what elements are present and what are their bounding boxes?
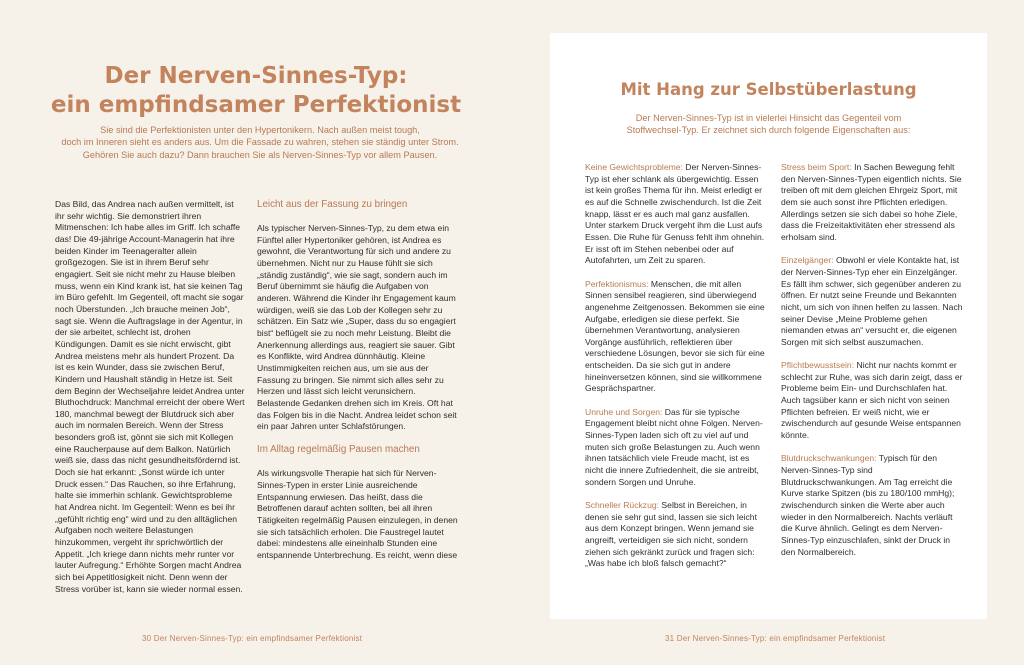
body-paragraph: Als typischer Nerven-Sinnes-Typ, zu dem etwa ein Fünftel aller Hypertoniker gehören, ist Andrea es gewohnt, die Verantwortung für sich und andere zu übernehmen. Nicht nur zu Hause fühlt sie sich „ständig zuständig“, wie sie sagt, sondern auch im Beruf übernimmt sie häufig die Aufgaben von anderen. Während die Kinder ihr Engagement kaum würdigen, weiß sie das Lob der Kollegen sehr zu schätzen. Ein Satz wie „Super, dass du so engagiert bist“ beflügelt sie zu noch mehr Leistung. Bleibt die Anerkennung allerdings aus, reagiert sie sauer. Gibt es Konflikte, wird Andrea dünnhäutig. Kleine Unstimmigkeiten reichen aus, um sie aus der Fassung zu bringen. Sie nimmt sich alles sehr zu Herzen und lässt sich leicht verunsichern. Belastende Gedanken drehen sich im Kreis. Oft hat das Folgen bis in die Nacht. Andrea leidet schon seit ein paar Jahren unter Schlafstörungen. [257, 223, 457, 432]
item-heading: Pflichtbewusstsein: [781, 360, 855, 371]
right-page [512, 0, 1024, 665]
intro-line: Stoffwechsel-Typ. Er zeichnet sich durch folgende Eigenschaften aus: [626, 125, 911, 136]
item-text: Obwohl er viele Kontakte hat, ist der Nerven-Sinnes-Typ eher ein Einzelgänger. Es fällt ihm schwer, sich gegenüber anderen zu öffnen. Er nutzt seine Freunde und Bekannten nicht, um sich von ihnen helfen zu lassen. Nach seiner Devise „Meine Probleme gehen niemanden etwas an“ versucht er, die eigenen Sorgen mit sich selbst auszumachen. [781, 255, 963, 347]
item-text: Selbst in Bereichen, in denen sie sehr gut sind, lassen sie sich leicht aus dem Konzept bringen. Wenn jemand sie angreift, verteidigen sie sich nicht, sondern ziehen sich gekränkt zurück und fragen sich: „Was habe ich bloß falsch gemacht?“ [585, 499, 757, 569]
list-item [585, 162, 767, 267]
left-column-1 [55, 199, 245, 607]
item-text: Menschen, die mit allen Sinnen sensibel reagieren, sind überwiegend angenehme Zeitgenossen. Bekommen sie eine Aufgabe, erledigen sie diese perfekt. Sie übernehmen Verantwortung, analysieren Vorgänge ausführlich, reflektieren über verschiedene Lösungen, bevor sie sich für eine entscheiden. Da sie sich gut in andere hineinversetzen können, sind sie willkommene Gesprächspartner. [585, 278, 765, 394]
item-text: Nicht nur nachts kommt er schlecht zur Ruhe, was sich darin zeigt, dass er Probleme beim Ein- und Durchschlafen hat. Auch tagsüber kann er sich nicht von seinen Pflichten befreien. Er weiß nicht, wie er zwischendurch auf gesunde Weise entspannen könnte. [781, 360, 963, 441]
item-heading: Schneller Rückzug: [585, 499, 660, 510]
box-intro [570, 112, 967, 137]
right-column-1 [585, 162, 767, 582]
item-heading: Perfektionismus: [585, 278, 649, 289]
item-heading: Unruhe und Sorgen: [585, 406, 663, 417]
list-item [585, 500, 767, 570]
list-item [585, 407, 767, 489]
list-item [781, 255, 965, 348]
item-text: Typisch für den Nerven-Sinnes-Typ sind Blutdruckschwankungen. Am Tag erreicht die Kurve starke Spitzen (bis zu 180/100 mmHg); zwischendurch sinken die Werte aber auch wieder in den Normalbereich. Nachts verläuft die Kurve ähnlich. Gelingt es dem Nerven-Sinnes-Typ einzuschlafen, sinkt der Druck in den Normalbereich. [781, 453, 955, 557]
item-heading: Einzelgänger: [781, 255, 834, 266]
title-line-1: Der Nerven-Sinnes-Typ: [104, 63, 408, 89]
intro-line: Der Nerven-Sinnes-Typ ist in vielerlei Hinsicht das Gegenteil vom [635, 113, 902, 123]
page-footer: 30 Der Nerven-Sinnes-Typ: ein empfindsamer Perfektionist [142, 634, 363, 643]
list-item [781, 162, 965, 244]
list-item [781, 360, 965, 442]
list-item [781, 453, 965, 558]
title-line-2: ein empfindsamer Perfektionist [50, 92, 462, 118]
page-footer: 31 Der Nerven-Sinnes-Typ: ein empfindsamer Perfektionist [665, 634, 886, 643]
box-title: Mit Hang zur Selbstüberlastung [620, 80, 917, 99]
item-text: In Sachen Bewegung fehlt den Nerven-Sinnes-Typen eigentlich nichts. Sie treiben oft mit dem gleichen Ehrgeiz Sport, mit dem sie auch sonst ihre Pflichten erledigen. Allerdings setzen sie sich dabei so hohe Ziele, dass die Freizeitaktivitäten eher stressend als erholsam sind. [781, 162, 962, 242]
item-heading: Keine Gewichtsprobleme: [585, 162, 683, 172]
left-column-2 [257, 199, 460, 573]
intro-text [40, 124, 480, 161]
intro-line: Gehören Sie auch dazu? Dann brauchen Sie als Nerven-Sinnes-Typ vor allem Pausen. [82, 149, 438, 160]
body-paragraph: Als wirkungsvolle Therapie hat sich für Nerven-Sinnes-Typen in erster Linie ausreichende Entspannung erwiesen. Das heißt, dass die Betroffenen darauf achten sollten, bei all ihren Tätigkeiten regelmäßig Pausen einzulegen, in denen sie sich tatsächlich erholen. Die Faustregel lautet dabei: mindestens alle eineinhalb Stunden eine entspannende Unterbrechung. Es reicht, wenn diese [257, 468, 458, 561]
item-heading: Blutdruckschwankungen: [781, 453, 877, 464]
section-heading: Im Alltag regelmäßig Pausen machen [257, 444, 420, 456]
right-column-2 [781, 162, 965, 570]
intro-line: doch im Inneren sieht es anders aus. Um die Fassade zu wahren, stehen sie ständig unter Strom. [61, 137, 459, 148]
page-title [20, 62, 492, 120]
body-paragraph: Das Bild, das Andrea nach außen vermittelt, ist ihr sehr wichtig. Sie demonstriert ihren Mitmenschen: Ich habe alles im Griff. Ich schaffe das! Die 49-jährige Account-Managerin hat ihre beiden Kinder im Teenageralter allein großgezogen. Sie ist in ihrem Beruf sehr engagiert. Seit sie nicht mehr zu Hause bleiben muss, wenn ein Kind krank ist, hat sie keinen Tag im Büro gefehlt. Im Gegenteil, oft macht sie sogar noch Überstunden. „Ich brauche meinen Job“, sagt sie. Wenn die Auftragslage in der Agentur, in der sie arbeitet, schlecht ist, drohen Kündigungen. Damit es sie nicht erwischt, gibt Andrea meistens mehr als hundert Prozent. Da ist es kein Wunder, dass sie zwischen Beruf, Kindern und Haushalt ständig in Hetze ist. Seit dem Beginn der Wechseljahre leidet Andrea unter Bluthochdruck: Manchmal erreicht der obere Wert 180, manchmal bewegt der Blutdruck sich aber auch im normalen Bereich. Wenn der Stress besonders groß ist, gönnt sie sich mit Kollegen eine Raucherpause auf dem Balkon. Natürlich weiß sie, dass das nicht gesundheitsfördernd ist. Doch sie hat erkannt: „Sonst würde ich unter Druck essen.“ Das Rauchen, so ihre Erfahrung, halte sie immerhin schlank. Gewichtsprobleme hat Andrea nicht. Im Gegenteil: Wenn es bei ihr „gefühlt richtig eng“ wird und zu den alltäglichen Aufgaben noch weitere Belastungen hinzukommen, vergeht ihr sprichwörtlich der Appetit. „Ich kriege dann nichts mehr runter vor lauter Aufregung.“ Erhöhte Sorgen macht Andrea sich bei Appetitlosigkeit nicht. Denn wenn der Stress vorüber ist, kann sie wieder normal essen. [55, 199, 245, 594]
list-item [585, 279, 767, 396]
intro-line: Sie sind die Perfektionisten unter den Hypertonikern. Nach außen meist tough, [100, 125, 420, 135]
item-heading: Stress beim Sport: [781, 162, 852, 172]
item-text: Das für sie typische Engagement bleibt nicht ohne Folgen. Nerven-Sinnes-Typen laden sich oft zu viel auf und muten sich große Belastungen zu. Auch wenn ihnen tatsächlich viele Freude macht, ist es nicht die innere Zufriedenheit, die sie antreibt, sondern Sorgen und Unruhe. [585, 406, 763, 487]
item-text: Der Nerven-Sinnes-Typ ist eher schlank als übergewichtig. Essen ist kein großes Thema für ihn. Meist erledigt er es auf die Schnelle zwischendurch. Ist die Zeit knapp, lässt er es auch mal ganz ausfallen. Unter starkem Druck vergeht ihm die Lust aufs Essen. Die Ruhe für Genuss fehlt ihm ohnehin. Er isst oft im Stehen nebenbei oder auf Autofahrten, um Zeit zu sparen. [585, 162, 765, 266]
section-heading: Leicht aus der Fassung zu bringen [257, 199, 408, 210]
